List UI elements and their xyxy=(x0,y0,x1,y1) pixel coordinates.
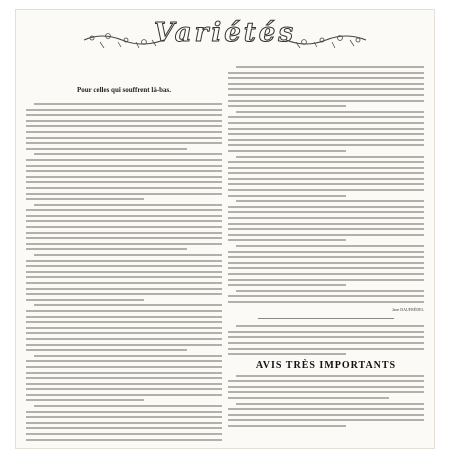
text-line xyxy=(26,226,222,228)
right-column xyxy=(228,66,424,431)
text-line xyxy=(228,172,424,174)
text-line xyxy=(228,295,424,297)
text-line xyxy=(26,433,222,435)
text-line xyxy=(228,251,424,253)
text-line xyxy=(26,282,222,284)
text-line xyxy=(26,187,222,189)
text-line xyxy=(26,159,222,161)
text-line xyxy=(26,422,222,424)
text-line xyxy=(34,405,222,407)
text-line xyxy=(26,170,222,172)
text-line xyxy=(26,316,222,318)
text-line xyxy=(228,122,424,124)
text-line xyxy=(34,204,222,206)
text-line xyxy=(228,161,424,163)
text-line xyxy=(228,150,346,152)
text-line xyxy=(228,380,424,382)
text-line xyxy=(228,425,346,427)
text-line xyxy=(228,273,424,275)
text-line xyxy=(228,234,424,236)
section-title: Variétés xyxy=(154,18,296,48)
announcement-text xyxy=(228,325,424,355)
text-line xyxy=(26,193,222,195)
text-line xyxy=(26,349,187,351)
newspaper-page xyxy=(16,10,434,448)
text-line xyxy=(228,353,346,355)
text-line xyxy=(26,388,222,390)
text-line xyxy=(228,83,424,85)
text-line xyxy=(34,103,222,105)
text-line xyxy=(228,88,424,90)
text-line xyxy=(34,254,222,256)
text-line xyxy=(26,125,222,127)
text-line xyxy=(236,403,424,405)
text-line xyxy=(228,386,424,388)
text-line xyxy=(26,360,222,362)
floral-garland-ornament xyxy=(284,30,368,50)
text-line xyxy=(26,327,222,329)
text-line xyxy=(228,391,424,393)
text-line xyxy=(26,114,222,116)
text-line xyxy=(228,408,424,410)
text-line xyxy=(228,195,346,197)
text-line xyxy=(26,237,222,239)
text-line xyxy=(236,245,424,247)
text-line xyxy=(228,139,424,141)
text-line xyxy=(236,375,424,377)
text-line xyxy=(26,198,144,200)
text-line xyxy=(26,265,222,267)
text-line xyxy=(26,321,222,323)
text-line xyxy=(228,217,424,219)
text-line xyxy=(236,290,424,292)
text-line xyxy=(228,262,424,264)
text-line xyxy=(228,336,424,338)
text-line xyxy=(228,419,424,421)
text-line xyxy=(26,411,222,413)
text-line xyxy=(26,332,222,334)
text-line xyxy=(26,416,222,418)
text-line xyxy=(26,137,222,139)
text-line xyxy=(34,355,222,357)
text-line xyxy=(26,377,222,379)
article-body-text xyxy=(26,103,222,441)
text-line xyxy=(228,94,424,96)
text-line xyxy=(228,301,424,303)
text-line xyxy=(26,243,222,245)
text-line xyxy=(26,120,222,122)
text-line xyxy=(228,342,424,344)
text-line xyxy=(26,220,222,222)
text-line xyxy=(228,256,424,258)
text-line xyxy=(26,215,222,217)
article-body-text xyxy=(228,66,424,303)
text-line xyxy=(228,397,389,399)
text-line xyxy=(228,133,424,135)
notice-body-text xyxy=(228,375,424,427)
text-line xyxy=(236,156,424,158)
text-line xyxy=(228,105,346,107)
text-line xyxy=(26,148,187,150)
text-line xyxy=(26,271,222,273)
text-line xyxy=(228,116,424,118)
text-line xyxy=(26,299,144,301)
text-line xyxy=(228,279,424,281)
text-line xyxy=(26,248,187,250)
article-title: Pour celles qui souffrent là-bas. xyxy=(76,86,172,94)
text-line xyxy=(26,131,222,133)
text-line xyxy=(26,427,222,429)
text-line xyxy=(26,399,144,401)
text-line xyxy=(228,211,424,213)
header-banner xyxy=(86,16,364,56)
text-line xyxy=(26,232,222,234)
text-line xyxy=(26,372,222,374)
text-line xyxy=(26,338,222,340)
text-line xyxy=(228,206,424,208)
text-line xyxy=(26,260,222,262)
text-line xyxy=(228,178,424,180)
divider xyxy=(258,318,394,319)
text-line xyxy=(228,77,424,79)
text-line xyxy=(236,325,424,327)
text-line xyxy=(228,128,424,130)
text-line xyxy=(228,348,424,350)
text-line xyxy=(228,167,424,169)
text-line xyxy=(34,304,222,306)
text-line xyxy=(26,109,222,111)
text-line xyxy=(26,142,222,144)
text-line xyxy=(228,189,424,191)
text-line xyxy=(228,144,424,146)
text-line xyxy=(236,111,424,113)
text-line xyxy=(228,223,424,225)
text-line xyxy=(228,284,346,286)
text-line xyxy=(26,383,222,385)
notice-title: AVIS TRÈS IMPORTANTS xyxy=(255,360,397,372)
text-line xyxy=(26,293,222,295)
text-line xyxy=(236,66,424,68)
text-line xyxy=(228,100,424,102)
text-line xyxy=(26,176,222,178)
text-line xyxy=(228,228,424,230)
left-column xyxy=(26,66,222,444)
text-line xyxy=(26,344,222,346)
text-line xyxy=(26,439,222,441)
text-line xyxy=(228,414,424,416)
text-line xyxy=(26,310,222,312)
text-line xyxy=(34,153,222,155)
text-line xyxy=(26,209,222,211)
text-line xyxy=(236,200,424,202)
text-line xyxy=(228,267,424,269)
text-line xyxy=(228,239,346,241)
text-line xyxy=(26,366,222,368)
author-signature: Jane DAUFRÉDEL xyxy=(392,306,424,312)
text-line xyxy=(26,276,222,278)
text-line xyxy=(228,331,424,333)
text-line xyxy=(26,288,222,290)
text-line xyxy=(26,165,222,167)
text-line xyxy=(228,72,424,74)
text-line xyxy=(26,181,222,183)
text-line xyxy=(228,183,424,185)
text-line xyxy=(26,394,222,396)
